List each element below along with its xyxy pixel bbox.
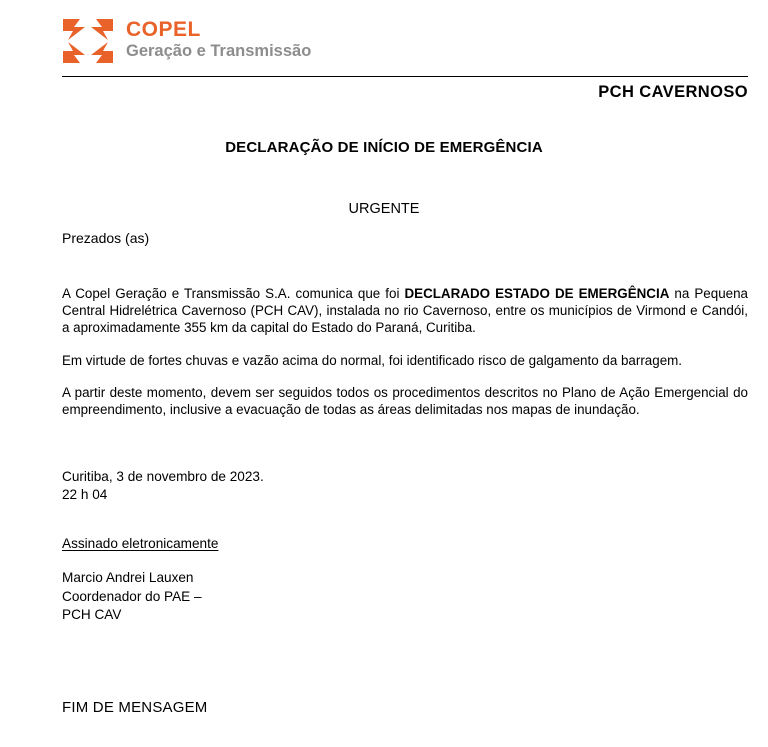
signer-unit: PCH CAV (62, 607, 122, 622)
paragraph-declaration-lead: A Copel Geração e Transmissão S.A. comunica que foi (62, 286, 405, 301)
paragraph-declaration-tail: na Pequena Central Hidrelétrica Cavernoso (PCH CAV), instalada no rio Cavernoso, entre os municípios de Virmond e Candói, a aproximadamente 355 km da capital do Estado do Paraná, Curitiba. (62, 286, 748, 336)
plant-name: PCH CAVERNOSO (598, 83, 748, 101)
signer-role: Coordenador do PAE – (62, 588, 202, 604)
urgency-label: URGENTE (348, 201, 420, 217)
page-title: DECLARAÇÃO DE INÍCIO DE EMERGÊNCIA (225, 139, 543, 156)
brand-name: COPEL (126, 17, 201, 41)
signer-block (62, 569, 202, 625)
end-of-message: FIM DE MENSAGEM (62, 699, 208, 716)
body-content (62, 285, 748, 418)
signer-name: Marcio Andrei Lauxen (62, 570, 194, 585)
emergency-emphasis: DECLARADO ESTADO DE EMERGÊNCIA (404, 286, 670, 301)
paragraph-instructions: A partir deste momento, devem ser seguidos todos os procedimentos descritos no Plano de Ação Emergencial do empreendimento, inclusive a evacuação de todas as áreas delimitadas nos mapas de inundação. (62, 384, 748, 418)
paragraph-declaration (62, 285, 748, 337)
copel-zigzag-logo-icon (62, 18, 114, 64)
greeting-line: Prezados (as) (62, 230, 150, 246)
letterhead (62, 18, 311, 64)
header-divider (62, 76, 748, 77)
brand-subtitle: Geração e Transmissão (126, 42, 312, 61)
signature-label: Assinado eletronicamente (62, 536, 219, 551)
brand-wordmark (126, 19, 311, 63)
time-stamp: 22 h 04 (62, 487, 108, 502)
paragraph-cause: Em virtude de fortes chuvas e vazão acima do normal, foi identificado risco de galgamento da barragem. (62, 352, 683, 368)
place-date: Curitiba, 3 de novembro de 2023. (62, 469, 264, 484)
place-date-block (62, 468, 264, 504)
